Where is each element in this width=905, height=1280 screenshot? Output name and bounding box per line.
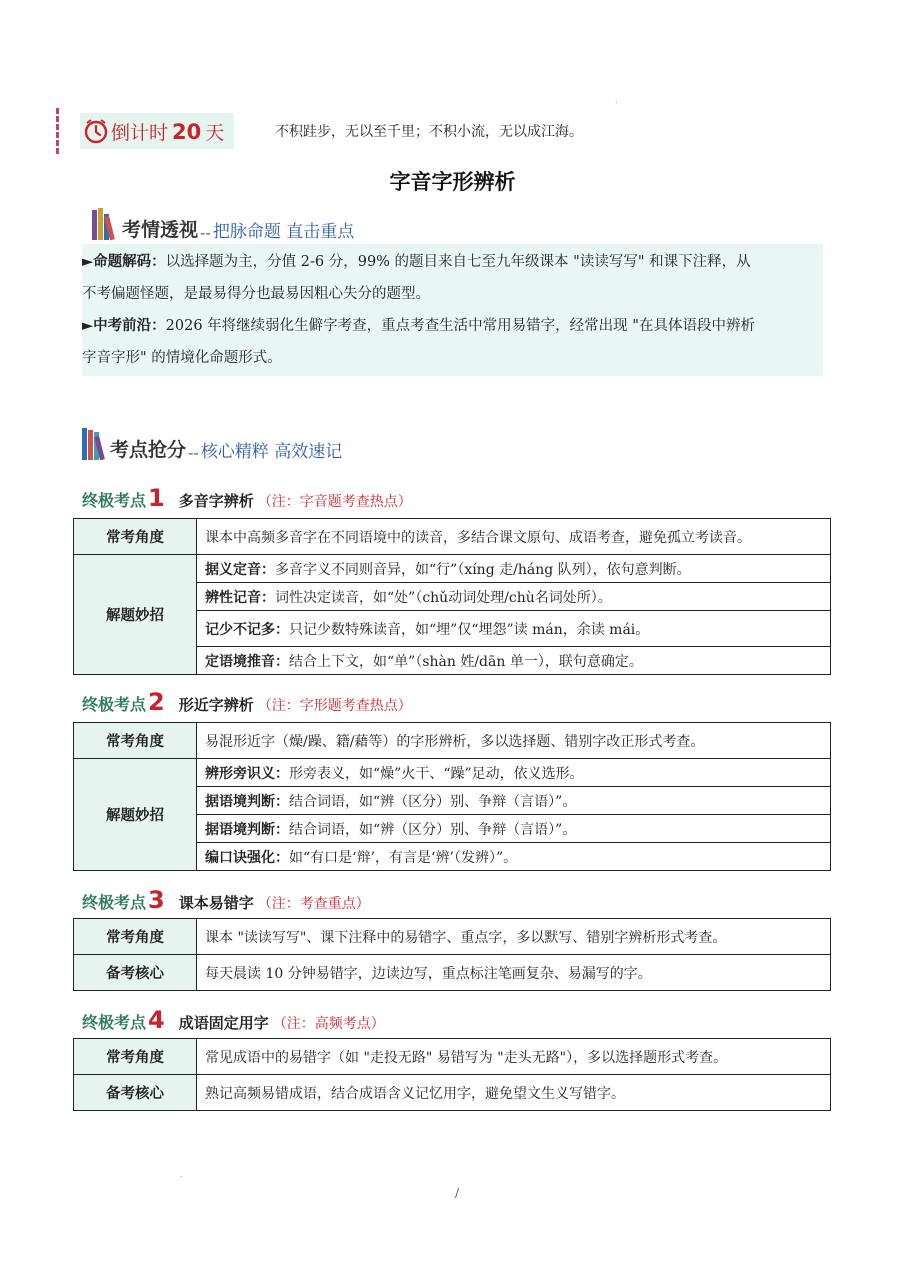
footer-page-mark: / [455,1186,460,1200]
clock-icon [83,118,109,144]
table-row: 据语境判断：结合词语，如“辨（区分）别、争辩（言语）”。 [74,787,831,815]
point-title: 多音字辨析 [178,492,254,510]
point-note: （注：高频考点） [272,1016,385,1032]
section-subtitle: 把脉命题 直击重点 [212,222,355,242]
stray-dot: . [615,96,618,105]
table-row: 编口诀强化：如“有口是‘辩’，有言是‘辨’（发辨）”。 [74,843,831,871]
point-table-3 [73,918,831,991]
countdown-side-bar [56,108,62,154]
point-table-4 [73,1038,831,1111]
table-row: 定语境推音：结合上下文，如“单”（shàn 姓/dān 单一），联句意确定。 [74,647,831,675]
table-row: 备考核心 熟记高频易错成语，结合成语含义记忆用字，避免望文生义写错字。 [74,1075,831,1111]
exam-info-block [82,244,823,376]
point-note: （注：字音题考查热点） [257,494,412,510]
point-number: 3 [148,886,165,914]
point-title: 形近字辨析 [178,696,254,714]
motto: 不积跬步，无以至千里；不积小流，无以成江海。 [275,124,583,140]
table-row: 据语境判断：结合词语，如“辨（区分）别、争辩（言语）”。 [74,815,831,843]
table-row: 解题妙招 据义定音：多音字义不同则音异，如“行”（xíng 走/háng 队列），依句意判断。 [74,555,831,583]
point-table-1 [73,518,831,675]
point-number: 2 [148,688,165,716]
table-row: 解题妙招 辨形旁识义：形旁表义，如“燥”火干、“躁”足动，依义选形。 [74,759,831,787]
table-row: 常考角度 课本中高频多音字在不同语境中的读音，多结合课文原句、成语考查，避免孤立考读音。 [74,519,831,555]
point-header-2: 终极考点 2 形近字辨析 （注：字形题考查热点） [82,688,412,716]
countdown-days: 20 [172,119,202,144]
point-number: 1 [148,484,165,512]
section-header-kaodian: 考点抢分 -- 核心精粹 高效速记 [80,426,342,462]
section-title: 考情透视 [122,219,199,241]
point-number: 4 [148,1006,165,1034]
point-table-2 [73,722,831,871]
info-line: 字音字形" 的情境化命题形式。 [82,350,282,366]
info-line: 不考偏题怪题，是最易得分也最易因粗心失分的题型。 [82,286,430,302]
table-row: 常考角度 课本 "读读写写"、课下注释中的易错字、重点字，多以默写、错别字辨析形式考查。 [74,919,831,955]
table-row: 备考核心 每天晨读 10 分钟易错字，边读边写，重点标注笔画复杂、易漏写的字。 [74,955,831,991]
point-title: 课本易错字 [178,894,254,912]
section-header-kaoqing: 考情透视 -- 把脉命题 直击重点 [90,206,354,242]
section-title: 考点抢分 [110,439,187,461]
point-header-3: 终极考点 3 课本易错字 （注：考查重点） [82,886,370,914]
table-row: 常考角度 常见成语中的易错字（如 "走投无路" 易错写为 "走头无路"），多以选择题形式考查。 [74,1039,831,1075]
table-row: 常考角度 易混形近字（燥/躁、籍/藉等）的字形辨析，多以选择题、错别字改正形式考查。 [74,723,831,759]
info-label: 命题解码： [93,254,166,270]
point-header-1: 终极考点 1 多音字辨析 （注：字音题考查热点） [82,484,412,512]
footer-dot: . [180,1170,183,1179]
page-title: 字音字形辨析 [389,170,516,194]
table-row: 辨性记音：词性决定读音，如“处”（chǔ动词处理/chù名词处所）。 [74,583,831,611]
info-line: ►中考前沿：2026 年将继续弱化生僻字考查，重点考查生活中常用易错字，经常出现 "在具体语段中辨析 [82,318,755,334]
point-title: 成语固定用字 [178,1014,269,1032]
point-note: （注：考查重点） [257,896,370,912]
info-label: 中考前沿： [93,318,166,334]
books-icon [80,426,110,462]
point-note: （注：字形题考查热点） [257,698,412,714]
point-header-4: 终极考点 4 成语固定用字 （注：高频考点） [82,1006,385,1034]
countdown-text: 倒计时 20 天 [111,119,225,144]
countdown-badge [80,113,234,149]
info-line: ►命题解码：以选择题为主，分值 2-6 分，99% 的题目来自七至九年级课本 "读读写写" 和课下注释，从 [82,254,751,270]
table-row: 记少不记多：只记少数特殊读音，如“埋”仅“埋怨”读 mán，余读 mái。 [74,611,831,647]
books-icon [90,206,122,242]
section-subtitle: 核心精粹 高效速记 [200,442,343,462]
